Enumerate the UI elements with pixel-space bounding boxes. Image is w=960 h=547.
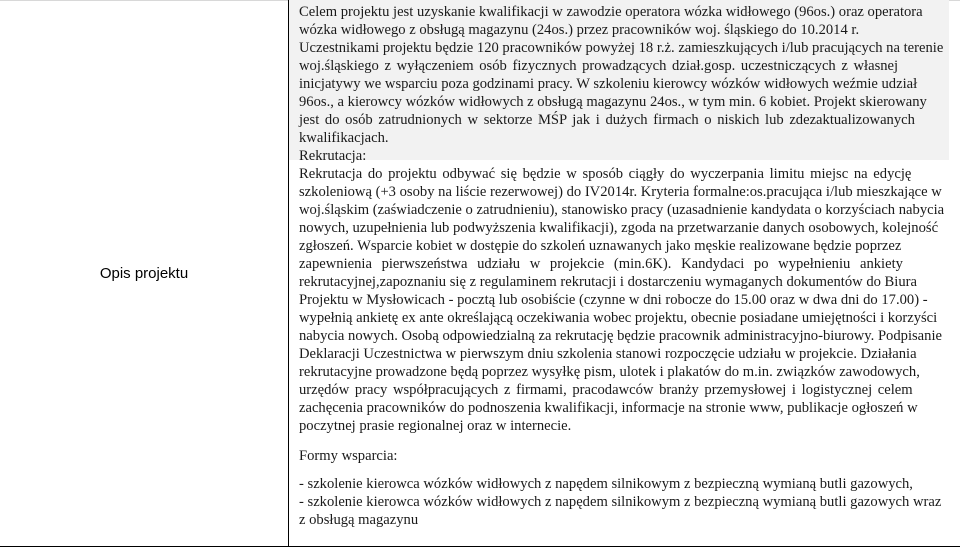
text-line-participants-3: inicjatywy we wsparciu poza godzinami pracy. W szkoleniu kierowcy wózków widłowych weźmie udział	[299, 76, 918, 92]
support-form-item-2: - szkolenie kierowca wózków widłowych z napędem silnikowym z bezpieczną wymianą butli gazowych wraz	[299, 494, 942, 510]
text-line-recruitment-3: woj.śląskim (zaświadczenie o zatrudnieniu), stanowisko pracy (uzasadnienie kandydata o korzyściach nabycia	[299, 202, 945, 218]
text-line-goal-2: wózka widłowego z obsługą magazynu (24os.) przez pracowników woj. śląskiego do 10.2014 r.	[299, 22, 860, 38]
text-line-goal-1: Celem projektu jest uzyskanie kwalifikacji w zawodzie operatora wózka widłowego (96os.) oraz operatora	[299, 4, 923, 20]
text-line-recruitment-12: rekrutacyjne prowadzone będą poprzez wysyłkę pism, ulotek i plakatów do m.in. związków zawodowych,	[299, 364, 920, 380]
text-line-recruitment-7: rekrutacyjnej,zapoznaniu się z regulaminem rekrutacji i dostarczeniu wymaganych dokumentów do Biura	[299, 274, 917, 290]
support-form-item-2-cont: z obsługą magazynu	[299, 512, 419, 528]
text-line-recruitment-6: zapewnienia pierwszeństwa udziału w projekcie (min.6K). Kandydaci po wypełnieniu ankiety	[299, 256, 903, 272]
label-cell	[0, 0, 289, 547]
text-line-participants-4: 96os., a kierowcy wózków widłowych z obsługą magazynu 24os., w tym min. 6 kobiet. Projekt skierowany	[299, 94, 927, 110]
text-line-recruitment-13: urzędów pracy współpracujących z firmami, pracodawców branży przemysłowej i logistycznej celem	[299, 382, 913, 398]
row-label: Opis projektu	[99, 265, 189, 282]
description-cell	[289, 0, 960, 547]
recruitment-heading: Rekrutacja:	[299, 148, 367, 164]
text-line-participants-1: Uczestnikami projektu będzie 120 pracowników powyżej 18 r.ż. zamieszkujących i/lub pracujących na terenie	[299, 40, 944, 56]
text-line-recruitment-4: nowych, uzupełnienia lub podwyższenia kwalifikacji), zgoda na przetwarzanie danych osobowych, kolejność	[299, 220, 939, 236]
text-line-recruitment-5: zgłoszeń. Wsparcie kobiet w dostępie do szkoleń uznawanych jako męskie realizowane będzie poprzez	[299, 238, 902, 254]
text-line-recruitment-15: poczytnej prasie regionalnej oraz w internecie.	[299, 418, 572, 434]
text-line-recruitment-8: Projektu w Mysłowicach - pocztą lub osobiście (czynne w dni robocze do 15.00 oraz w dwa dni do 17.00) -	[299, 292, 928, 308]
text-line-recruitment-10: nabycia nowych. Osobą odpowiedzialną za rekrutację będzie pracownik administracyjno-biurowy. Podpisanie	[299, 328, 942, 344]
support-form-item-1: - szkolenie kierowca wózków widłowych z napędem silnikowym z bezpieczną wymianą butli gazowych,	[299, 476, 913, 492]
text-line-recruitment-9: wypełnią ankietę ex ante określającą oczekiwania wobec projektu, obecnie posiadane umiejętności i korzyści	[299, 310, 938, 326]
text-line-participants-5: jest do osób zatrudnionych w sektorze MŚP jak i dużych firmach o niskich lub zdezaktualizowanych	[299, 112, 915, 128]
text-line-recruitment-11: Deklaracji Uczestnictwa w pierwszym dniu szkolenia stanowi rozpoczęcie udziału w projekcie. Działania	[299, 346, 917, 362]
text-line-recruitment-14: zachęcenia pracowników do podnoszenia kwalifikacji, informacje na stronie www, publikacje ogłoszeń w	[299, 400, 918, 416]
text-line-participants-2: woj.śląskiego z wyłączeniem osób fizycznych prowadzących dział.gosp. uczestniczących z własnej	[299, 58, 899, 74]
text-line-recruitment-1: Rekrutacja do projektu odbywać się będzie w sposób ciągły do wyczerpania limitu miejsc na edycję	[299, 166, 912, 182]
text-line-participants-6: kwalifikacjach.	[299, 130, 389, 146]
text-line-recruitment-2: szkoleniową (+3 osoby na liście rezerwowej) do IV2014r. Kryteria formalne:os.pracująca i/lub mieszkające w	[299, 184, 942, 200]
support-forms-heading: Formy wsparcia:	[299, 448, 398, 464]
